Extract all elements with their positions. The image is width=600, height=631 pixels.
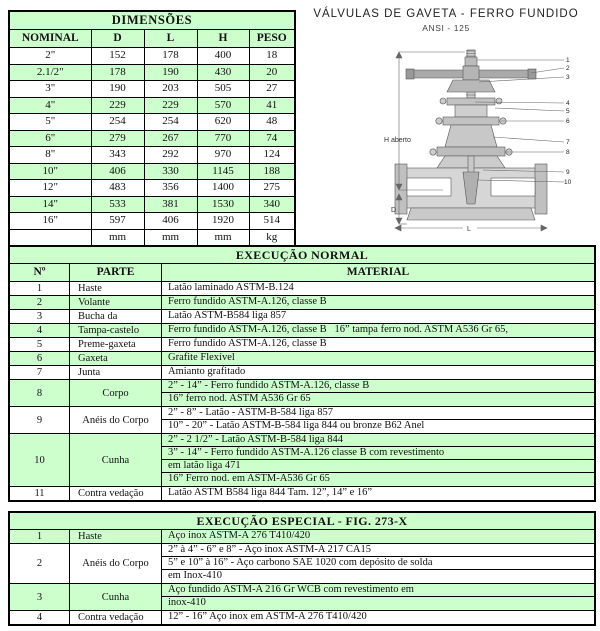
value-cell: 770 bbox=[197, 130, 249, 147]
dimensions-row bbox=[9, 130, 295, 147]
material-line: em Inox-410 bbox=[168, 570, 222, 581]
material-line: inox-410 bbox=[168, 597, 206, 608]
d-label: D bbox=[391, 207, 397, 214]
part-name: Contra vedação bbox=[70, 487, 162, 500]
dimensions-row bbox=[9, 48, 295, 65]
material-cell bbox=[162, 611, 594, 624]
yoke-flange bbox=[447, 98, 495, 105]
value-cell: 203 bbox=[144, 81, 197, 98]
material-line: Latão laminado ASTM-B.124 bbox=[168, 282, 294, 293]
material-cell bbox=[162, 366, 594, 379]
material-line: 2” - 8” - Latão - ASTM-B-584 liga 857 bbox=[162, 407, 594, 420]
handwheel-hub bbox=[463, 66, 479, 80]
col-header-parte: PARTE bbox=[70, 264, 162, 281]
value-cell: 597 bbox=[91, 213, 144, 230]
value-cell: 505 bbox=[197, 81, 249, 98]
value-cell: 330 bbox=[144, 163, 197, 180]
h-open-label: H aberto bbox=[384, 137, 411, 144]
packing-box bbox=[455, 105, 487, 117]
callout-3: 3 bbox=[566, 74, 570, 81]
callout-9: 9 bbox=[566, 169, 570, 176]
nominal-cell: 2" bbox=[9, 48, 91, 65]
flange-left bbox=[395, 164, 407, 214]
callout-2: 2 bbox=[566, 65, 570, 72]
material-line: Latão ASTM B584 liga 844 Tam. 12”, 14” e 16” bbox=[168, 487, 373, 498]
material-cell bbox=[162, 324, 594, 337]
material-line: Latão ASTM-B584 liga 857 bbox=[168, 310, 287, 321]
nominal-cell: 3" bbox=[9, 81, 91, 98]
yoke-bolt-left bbox=[440, 98, 446, 104]
value-cell: 254 bbox=[91, 114, 144, 131]
value-cell: 190 bbox=[144, 64, 197, 81]
value-cell: 1530 bbox=[197, 196, 249, 213]
material-cell bbox=[162, 544, 594, 583]
material-cell bbox=[162, 282, 594, 295]
part-name: Bucha da bbox=[70, 310, 162, 323]
material-row bbox=[10, 366, 594, 380]
part-name: Anéis do Corpo bbox=[70, 407, 162, 433]
dimensions-table-body bbox=[9, 48, 295, 247]
material-row bbox=[10, 282, 594, 296]
part-name: Corpo bbox=[70, 380, 162, 406]
callout-5: 5 bbox=[566, 108, 570, 115]
callout-numbers bbox=[564, 57, 572, 186]
material-line: em latão liga 471 bbox=[162, 460, 594, 473]
callout-4: 4 bbox=[566, 100, 570, 107]
body-bottom bbox=[407, 208, 535, 220]
row-number: 5 bbox=[10, 338, 70, 351]
value-cell: 620 bbox=[197, 114, 249, 131]
callout-10: 10 bbox=[564, 179, 572, 186]
material-cell bbox=[162, 296, 594, 309]
material-row bbox=[10, 310, 594, 324]
value-cell: 406 bbox=[91, 163, 144, 180]
value-cell: 381 bbox=[144, 196, 197, 213]
part-name: Contra vedação bbox=[70, 611, 162, 624]
value-cell: 533 bbox=[91, 196, 144, 213]
value-cell: 124 bbox=[249, 147, 295, 164]
dimensions-row bbox=[9, 114, 295, 131]
value-cell: 178 bbox=[144, 48, 197, 65]
material-line: 3” - 14” - Ferro fundido ASTM-A.126 classe B com revestimento bbox=[162, 447, 594, 460]
row-number: 9 bbox=[10, 407, 70, 433]
value-cell: 400 bbox=[197, 48, 249, 65]
value-cell: 340 bbox=[249, 196, 295, 213]
value-cell: 20 bbox=[249, 64, 295, 81]
especial-table-body bbox=[10, 530, 594, 624]
value-cell: 229 bbox=[144, 97, 197, 114]
dimensions-table-title-row bbox=[9, 11, 295, 30]
row-number: 4 bbox=[10, 324, 70, 337]
callout-8: 8 bbox=[566, 149, 570, 156]
handwheel-right-rim bbox=[528, 69, 536, 79]
material-line: 2” - 2 1/2” - Latão ASTM-B-584 liga 844 bbox=[162, 434, 594, 447]
material-row bbox=[10, 530, 594, 544]
material-line: 2” - 14” - Ferro fundido ASTM-A.126, classe B bbox=[162, 380, 594, 393]
part-name: Junta bbox=[70, 366, 162, 379]
nominal-cell: 6" bbox=[9, 130, 91, 147]
col-header-num: Nº bbox=[10, 264, 70, 281]
material-row bbox=[10, 324, 594, 338]
part-name: Cunha bbox=[70, 584, 162, 610]
material-row bbox=[10, 380, 594, 407]
dimensions-row bbox=[9, 147, 295, 164]
value-cell: 514 bbox=[249, 213, 295, 230]
material-line: Ferro fundido ASTM-A.126, classe B bbox=[168, 338, 327, 349]
material-line: Ferro fundido ASTM-A.126, classe B 16” tampa ferro nod. ASTM A536 Gr 65, bbox=[168, 324, 509, 335]
part-name: Cunha bbox=[70, 434, 162, 486]
bonnet-flange bbox=[437, 147, 505, 156]
row-number: 10 bbox=[10, 434, 70, 486]
part-name: Haste bbox=[70, 282, 162, 295]
row-number: 2 bbox=[10, 296, 70, 309]
callout-6: 6 bbox=[566, 118, 570, 125]
material-row bbox=[10, 434, 594, 487]
material-row bbox=[10, 611, 594, 624]
value-cell: 74 bbox=[249, 130, 295, 147]
execucao-especial-table bbox=[8, 511, 596, 626]
valve-drawing bbox=[383, 42, 593, 238]
normal-table-title: EXECUÇÃO NORMAL bbox=[10, 247, 594, 264]
row-number: 3 bbox=[10, 584, 70, 610]
dimensions-row bbox=[9, 97, 295, 114]
row-number: 6 bbox=[10, 352, 70, 365]
part-name: Haste bbox=[70, 530, 162, 543]
value-cell: kg bbox=[249, 229, 295, 246]
value-cell: mm bbox=[197, 229, 249, 246]
nominal-cell: 10" bbox=[9, 163, 91, 180]
execucao-normal-table bbox=[8, 245, 596, 502]
value-cell: 178 bbox=[91, 64, 144, 81]
value-cell: 188 bbox=[249, 163, 295, 180]
bonnet-bolt-left bbox=[430, 149, 436, 155]
l-label: L bbox=[467, 226, 471, 233]
row-number: 4 bbox=[10, 611, 70, 624]
part-name: Preme-gaxeta bbox=[70, 338, 162, 351]
value-cell: 1400 bbox=[197, 180, 249, 197]
material-row bbox=[10, 487, 594, 500]
nominal-cell: 2.1/2" bbox=[9, 64, 91, 81]
value-cell: mm bbox=[91, 229, 144, 246]
nominal-cell: 4" bbox=[9, 97, 91, 114]
part-name: Gaxeta bbox=[70, 352, 162, 365]
row-number: 11 bbox=[10, 487, 70, 500]
dimensions-row bbox=[9, 213, 295, 230]
value-cell: 570 bbox=[197, 97, 249, 114]
material-line: Amianto grafitado bbox=[168, 366, 246, 377]
part-name: Tampa-castelo bbox=[70, 324, 162, 337]
row-number: 7 bbox=[10, 366, 70, 379]
value-cell: 356 bbox=[144, 180, 197, 197]
material-line: Grafite Flexível bbox=[168, 352, 235, 363]
row-number: 3 bbox=[10, 310, 70, 323]
dimensions-row bbox=[9, 163, 295, 180]
row-number: 1 bbox=[10, 282, 70, 295]
value-cell: 292 bbox=[144, 147, 197, 164]
dimensions-table bbox=[8, 10, 296, 247]
nominal-cell: 14" bbox=[9, 196, 91, 213]
page-title: VÁLVULAS DE GAVETA - FERRO FUNDIDO bbox=[313, 8, 579, 20]
material-line: 12” - 16” Aço inox em ASTM-A 276 T410/420 bbox=[168, 611, 367, 622]
normal-table-body bbox=[10, 282, 594, 500]
callout-7: 7 bbox=[566, 139, 570, 146]
material-cell bbox=[162, 380, 594, 406]
gland-bolt-left bbox=[436, 118, 442, 124]
dimensions-row bbox=[9, 64, 295, 81]
nominal-cell: 16" bbox=[9, 213, 91, 230]
dimensions-row bbox=[9, 81, 295, 98]
material-line: 16” ferro nod. ASTM A536 Gr 65 bbox=[168, 393, 311, 404]
especial-table-title: EXECUÇÃO ESPECIAL - FIG. 273-X bbox=[10, 513, 594, 530]
nominal-cell: 8" bbox=[9, 147, 91, 164]
dimensions-row bbox=[9, 180, 295, 197]
col-header-d: D bbox=[91, 30, 144, 48]
dimensions-table-title: DIMENSÕES bbox=[9, 11, 295, 30]
yoke-bolt-right bbox=[496, 98, 502, 104]
nominal-cell: 12" bbox=[9, 180, 91, 197]
material-line: 5” e 10” à 16” - Aço carbono SAE 1020 com depósito de solda bbox=[162, 557, 594, 570]
material-line: 16” Ferro nod. em ASTM-A536 Gr 65 bbox=[168, 473, 330, 484]
value-cell: 267 bbox=[144, 130, 197, 147]
col-header-h: H bbox=[197, 30, 249, 48]
col-header-material: MATERIAL bbox=[346, 266, 410, 278]
material-cell bbox=[162, 487, 594, 500]
stem-nut bbox=[465, 57, 477, 66]
dimensions-row bbox=[9, 229, 295, 246]
gland-flange bbox=[443, 117, 499, 125]
material-cell bbox=[162, 434, 594, 486]
dimensions-table-header-row bbox=[9, 30, 295, 48]
material-cell bbox=[162, 584, 594, 610]
value-cell: 254 bbox=[144, 114, 197, 131]
part-name: Anéis do Corpo bbox=[70, 544, 162, 583]
value-cell: 279 bbox=[91, 130, 144, 147]
nominal-cell bbox=[9, 229, 91, 246]
material-cell bbox=[162, 407, 594, 433]
row-number: 2 bbox=[10, 544, 70, 583]
material-row bbox=[10, 352, 594, 366]
yoke bbox=[447, 80, 495, 92]
value-cell: 406 bbox=[144, 213, 197, 230]
part-name: Volante bbox=[70, 296, 162, 309]
value-cell: mm bbox=[144, 229, 197, 246]
value-cell: 970 bbox=[197, 147, 249, 164]
value-cell: 27 bbox=[249, 81, 295, 98]
value-cell: 48 bbox=[249, 114, 295, 131]
value-cell: 1920 bbox=[197, 213, 249, 230]
page-subtitle: ANSI - 125 bbox=[422, 23, 470, 33]
material-line: 2” à 4” - 6” e 8” - Aço inox ASTM-A 217 CA15 bbox=[162, 544, 594, 557]
normal-table-header-row bbox=[10, 264, 594, 282]
value-cell: 343 bbox=[91, 147, 144, 164]
material-row bbox=[10, 407, 594, 434]
material-line: 10” - 20” - Latão ASTM-B-584 liga 844 ou bronze B62 Anel bbox=[168, 420, 425, 431]
value-cell: 229 bbox=[91, 97, 144, 114]
bonnet bbox=[445, 125, 497, 147]
value-cell: 430 bbox=[197, 64, 249, 81]
material-row bbox=[10, 338, 594, 352]
material-cell bbox=[162, 338, 594, 351]
value-cell: 152 bbox=[91, 48, 144, 65]
handwheel-left-rim bbox=[406, 69, 414, 79]
material-cell bbox=[162, 530, 594, 543]
material-cell bbox=[162, 352, 594, 365]
value-cell: 41 bbox=[249, 97, 295, 114]
material-line: Ferro fundido ASTM-A.126, classe B bbox=[168, 296, 327, 307]
col-header-peso: PESO bbox=[249, 30, 295, 48]
material-row bbox=[10, 584, 594, 611]
value-cell: 1145 bbox=[197, 163, 249, 180]
waterway-left bbox=[407, 178, 451, 196]
value-cell: 18 bbox=[249, 48, 295, 65]
row-number: 8 bbox=[10, 380, 70, 406]
col-header-l: L bbox=[144, 30, 197, 48]
callout-1: 1 bbox=[566, 57, 570, 64]
value-cell: 190 bbox=[91, 81, 144, 98]
material-cell bbox=[162, 310, 594, 323]
col-header-nominal: NOMINAL bbox=[9, 30, 91, 48]
material-line: Aço fundido ASTM-A 216 Gr WCB com revestimento em bbox=[162, 584, 594, 597]
dimensions-row bbox=[9, 196, 295, 213]
title-block bbox=[298, 8, 594, 33]
nominal-cell: 5" bbox=[9, 114, 91, 131]
material-line: Aço inox ASTM-A 276 T410/420 bbox=[168, 530, 311, 541]
material-row bbox=[10, 296, 594, 310]
material-row bbox=[10, 544, 594, 584]
value-cell: 483 bbox=[91, 180, 144, 197]
row-number: 1 bbox=[10, 530, 70, 543]
value-cell: 275 bbox=[249, 180, 295, 197]
